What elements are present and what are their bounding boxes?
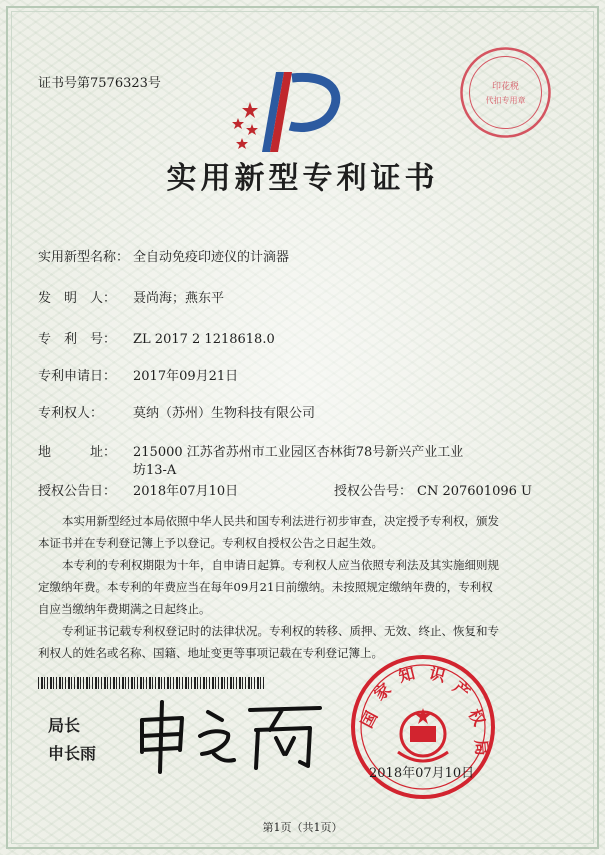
patent-office-logo xyxy=(232,68,347,156)
svg-text:识: 识 xyxy=(427,663,448,686)
value-grant-announcement-date: 2018年07月10日 xyxy=(133,484,239,499)
star-icon xyxy=(246,124,258,135)
star-icon xyxy=(232,118,244,129)
body-paragraph-1-line1: 本实用新型经过本局依照中华人民共和国专利法进行初步审查，决定授予专利权，颁发 xyxy=(62,514,499,528)
label-patent-number: 专 利 号： xyxy=(38,332,117,347)
star-icon xyxy=(236,138,248,149)
label-inventor: 发 明 人： xyxy=(38,291,117,306)
body-paragraph-1-line2: 本证书并在专利登记簿上予以登记。专利权自授权公告之日起生效。 xyxy=(38,536,383,550)
svg-text:产: 产 xyxy=(449,677,474,703)
body-paragraph-3-line1: 专利证书记载专利权登记时的法律状况。专利权的转移、质押、无效、终止、恢复和专 xyxy=(62,624,499,638)
svg-text:印花税: 印花税 xyxy=(491,82,520,92)
body-paragraph-3-line2: 利权人的姓名或名称、国籍、地址变更等事项记载在专利登记簿上。 xyxy=(38,646,383,660)
svg-text:家: 家 xyxy=(370,679,395,705)
page-title: 实用新型专利证书 xyxy=(166,161,439,196)
star-icon xyxy=(242,102,258,118)
value-address-line2: 坊13-A xyxy=(133,463,177,478)
signature-title: 局长 xyxy=(48,716,81,735)
label-utility-model-name: 实用新型名称： xyxy=(38,250,130,265)
label-patentee: 专利权人： xyxy=(38,406,104,421)
certificate-number: 证书号第7576323号 xyxy=(38,76,161,91)
label-address: 地 址： xyxy=(38,445,117,460)
body-paragraph-2-line2: 定缴纳年费。本专利的年费应当在每年09月21日前缴纳。未按照规定缴纳年费的，专利权 xyxy=(38,580,493,594)
star-icon xyxy=(415,708,431,724)
agency-stamp xyxy=(458,45,553,140)
value-inventor: 聂尚海；燕东平 xyxy=(133,291,225,306)
label-grant-announcement-number: 授权公告号： xyxy=(334,484,413,499)
value-grant-announcement-number: CN 207601096 U xyxy=(417,484,532,499)
label-filing-date: 专利申请日： xyxy=(38,369,117,384)
barcode xyxy=(38,677,266,689)
value-filing-date: 2017年09月21日 xyxy=(133,369,239,384)
label-grant-announcement-date: 授权公告日： xyxy=(38,484,117,499)
handwritten-signature xyxy=(130,690,330,775)
body-paragraph-2-line1: 本专利的专利权期限为十年，自申请日起算。专利权人应当依照专利法及其实施细则规 xyxy=(62,558,499,572)
svg-text:知: 知 xyxy=(396,663,417,686)
value-patentee: 莫纳（苏州）生物科技有限公司 xyxy=(133,406,316,421)
svg-text:国: 国 xyxy=(356,707,382,731)
svg-text:代扣专用章: 代扣专用章 xyxy=(485,96,526,105)
body-paragraph-2-line3: 自应当缴纳年费期满之日起终止。 xyxy=(38,602,211,616)
value-address-line1: 215000 江苏省苏州市工业园区杏林街78号新兴产业工业 xyxy=(133,445,464,460)
page-footer: 第1页（共1页） xyxy=(262,821,343,834)
value-utility-model-name: 全自动免疫印迹仪的计滴器 xyxy=(133,250,290,265)
signature-name: 申长雨 xyxy=(48,744,97,763)
issue-date: 2018年07月10日 xyxy=(369,766,475,781)
svg-text:权: 权 xyxy=(464,705,490,729)
svg-text:局: 局 xyxy=(471,738,492,757)
value-patent-number: ZL 2017 2 1218618.0 xyxy=(133,332,275,347)
